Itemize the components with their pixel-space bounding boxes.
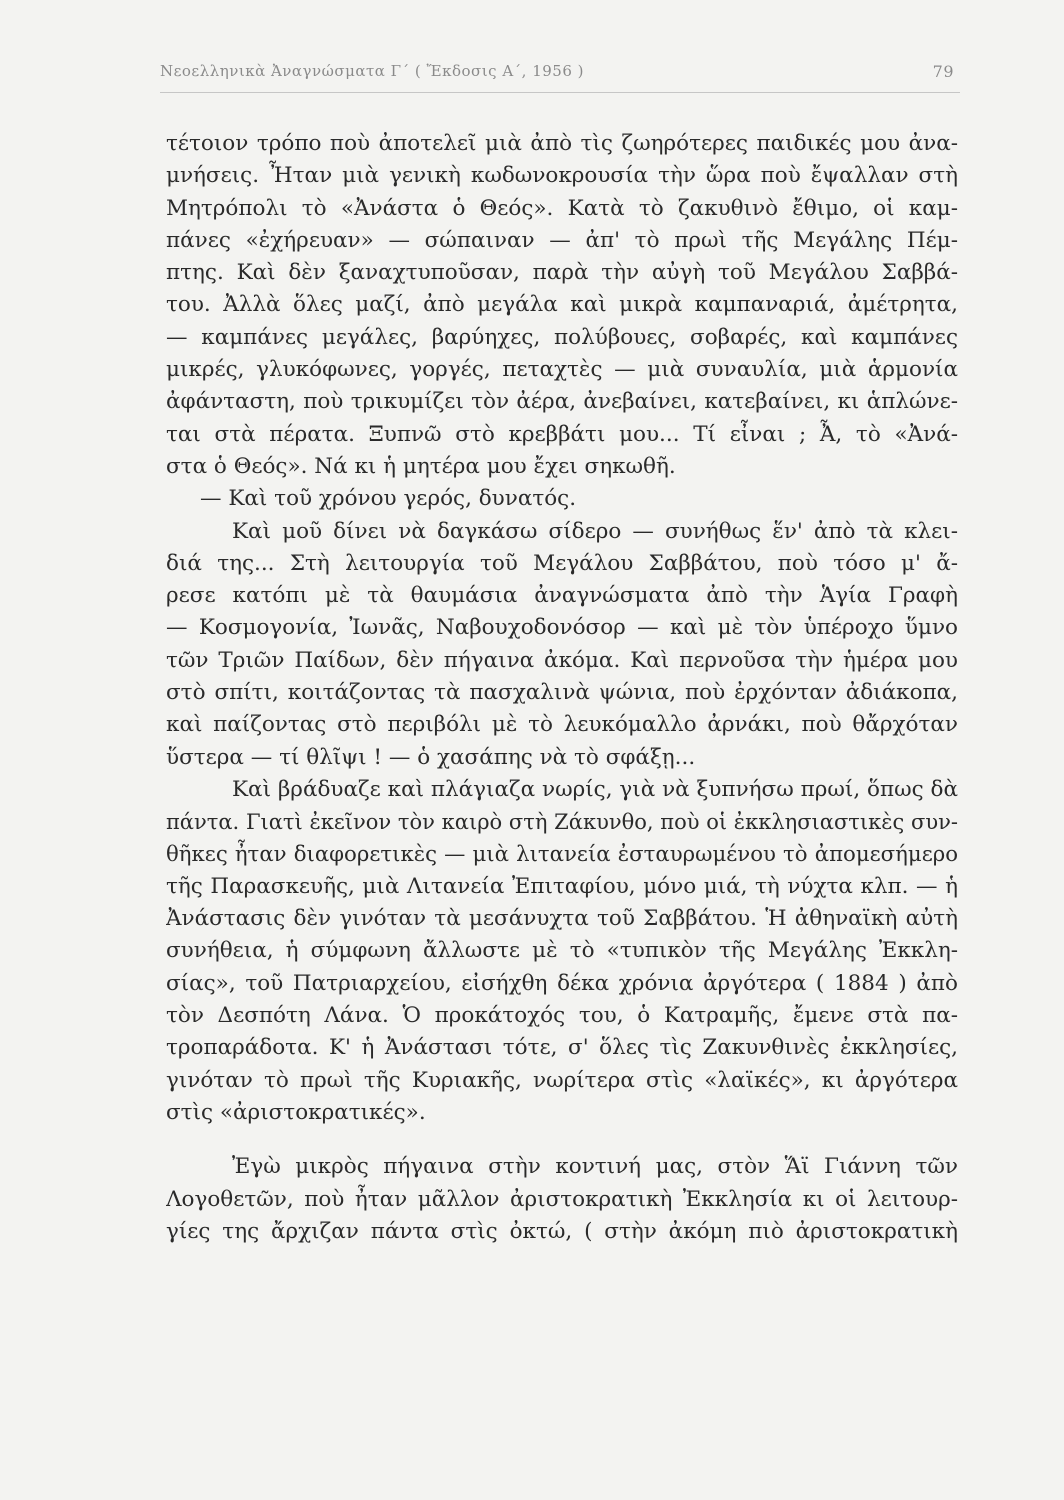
- text-line: — καμπάνες μεγάλες, βαρύηχες, πολύβουες, σοβαρές, καὶ καμπάνες: [166, 324, 958, 350]
- paragraph-gap: [166, 1129, 958, 1151]
- text-line: Λογοθετῶν, ποὺ ἦταν μᾶλλον ἀριστοκρατικὴ Ἐκκλησία κι οἱ λειτουρ-: [166, 1186, 958, 1212]
- text-line: ρεσε κατόπι μὲ τὰ θαυμάσια ἀναγνώσματα ἀπὸ τὴν Ἁγία Γραφὴ: [166, 583, 958, 609]
- paragraph-1: [166, 128, 958, 483]
- paragraph-3: [166, 774, 958, 1129]
- text-line: γινόταν τὸ πρωὶ τῆς Κυριακῆς, νωρίτερα στὶς «λαϊκές», κι ἀργότερα: [166, 1067, 958, 1093]
- text-line: τὸν Δεσπότη Λάνα. Ὁ προκάτοχός του, ὁ Κατραμῆς, ἔμενε στὰ πα-: [166, 1003, 958, 1029]
- text-line: μικρές, γλυκόφωνες, γοργές, πεταχτὲς — μιὰ συναυλία, μιὰ ἁρμονία: [166, 357, 958, 383]
- text-line: στα ὁ Θεός». Νά κι ἡ μητέρα μου ἔχει σηκωθῆ.: [166, 453, 676, 479]
- text-line: τῆς Παρασκευῆς, μιὰ Λιτανεία Ἐπιταφίου, μόνο μιά, τὴ νύχτα κλπ. — ἡ: [166, 873, 958, 899]
- text-line: ἀφάνταστη, ποὺ τρικυμίζει τὸν ἀέρα, ἀνεβαίνει, κατεβαίνει, κι ἁπλώνε-: [166, 389, 958, 415]
- paragraph-2: [166, 516, 958, 774]
- text-line: συνήθεια, ἡ σύμφωνη ἄλλωστε μὲ τὸ «τυπικὸν τῆς Μεγάλης Ἐκκλη-: [166, 938, 958, 964]
- text-line: θῆκες ἦταν διαφορετικὲς — μιὰ λιτανεία ἐσταυρωμένου τὸ ἀπομεσήμερο: [166, 841, 958, 867]
- text-line: ὕστερα — τί θλῖψι ! — ὁ χασάπης νὰ τὸ σφάξῃ...: [166, 744, 696, 770]
- text-line: — Κοσμογονία, Ἰωνᾶς, Ναβουχοδονόσορ — καὶ μὲ τὸν ὑπέροχο ὕμνο: [166, 615, 958, 641]
- text-line: Καὶ βράδυαζε καὶ πλάγιαζα νωρίς, γιὰ νὰ ξυπνήσω πρωί, ὅπως δὰ: [232, 776, 958, 802]
- text-line: Μητρόπολι τὸ «Ἀνάστα ὁ Θεός». Κατὰ τὸ ζακυθινὸ ἔθιμο, οἱ καμ-: [166, 195, 958, 221]
- text-line: τέτοιον τρόπο ποὺ ἀποτελεῖ μιὰ ἀπὸ τὶς ζωηρότερες παιδικές μου ἀνα-: [166, 131, 958, 156]
- running-title: Νεοελληνικὰ Ἀναγνώσματα Γ´ ( Ἔκδοσις Α´, 1956 ): [160, 62, 584, 80]
- text-line: πάνες «ἐχήρευαν» — σώπαιναν — ἀπ' τὸ πρωὶ τῆς Μεγάλης Πέμ-: [166, 227, 958, 253]
- text-line: μνήσεις. Ἦταν μιὰ γενικὴ κωδωνοκρουσία τὴν ὥρα ποὺ ἔψαλλαν στὴ: [166, 163, 958, 189]
- body-text: [166, 128, 958, 1248]
- text-line: σίας», τοῦ Πατριαρχείου, εἰσήχθη δέκα χρόνια ἀργότερα ( 1884 ) ἀπὸ: [166, 970, 958, 996]
- text-line: στὶς «ἀριστοκρατικές».: [166, 1099, 426, 1125]
- text-line: διά της... Στὴ λειτουργία τοῦ Μεγάλου Σαββάτου, ποὺ τόσο μ' ἄ-: [166, 550, 958, 576]
- header-rule: [160, 92, 960, 93]
- page-number: 79: [932, 62, 954, 81]
- text-line: πάντα. Γιατὶ ἐκεῖνον τὸν καιρὸ στὴ Ζάκυνθο, ποὺ οἱ ἐκκλησιαστικὲς συν-: [166, 810, 958, 835]
- text-line: Καὶ μοῦ δίνει νὰ δαγκάσω σίδερο — συνήθως ἕν' ἀπὸ τὰ κλει-: [232, 518, 958, 544]
- text-line: τῶν Τριῶν Παίδων, δὲν πήγαινα ἀκόμα. Καὶ περνοῦσα τὴν ἡμέρα μου: [166, 647, 958, 673]
- text-line: γίες της ἄρχιζαν πάντα στὶς ὀκτώ, ( στὴν ἀκόμη πιὸ ἀριστοκρατικὴ: [166, 1218, 958, 1244]
- text-line: στὸ σπίτι, κοιτάζοντας τὰ πασχαλινὰ ψώνια, ποὺ ἐρχόνταν ἀδιάκοπα,: [166, 680, 958, 706]
- text-line: Ἀνάστασις δὲν γινόταν τὰ μεσάνυχτα τοῦ Σαββάτου. Ἡ ἀθηναϊκὴ αὐτὴ: [166, 906, 958, 932]
- text-line: τροπαράδοτα. Κ' ἡ Ἀνάστασι τότε, σ' ὅλες τὶς Ζακυνθινὲς ἐκκλησίες,: [166, 1035, 958, 1061]
- text-line: Ἐγὼ μικρὸς πήγαινα στὴν κοντινή μας, στὸν Ἅϊ Γιάννη τῶν: [232, 1154, 958, 1180]
- text-line: πτης. Καὶ δὲν ξαναχτυποῦσαν, παρὰ τὴν αὐγὴ τοῦ Μεγάλου Σαββά-: [166, 260, 958, 286]
- text-line: ται στὰ πέρατα. Ξυπνῶ στὸ κρεββάτι μου... Τί εἶναι ; Ἆ, τὸ «Ἀνά-: [166, 421, 958, 447]
- dialogue-line: — Καὶ τοῦ χρόνου γερός, δυνατός.: [200, 486, 577, 512]
- text-line: καὶ παίζοντας στὸ περιβόλι μὲ τὸ λευκόμαλλο ἀρνάκι, ποὺ θἄρχόταν: [166, 712, 958, 738]
- paragraph-4: [166, 1151, 958, 1248]
- running-header: [160, 62, 960, 88]
- text-line: του. Ἀλλὰ ὅλες μαζί, ἀπὸ μεγάλα καὶ μικρὰ καμπαναριά, ἀμέτρητα,: [166, 292, 958, 318]
